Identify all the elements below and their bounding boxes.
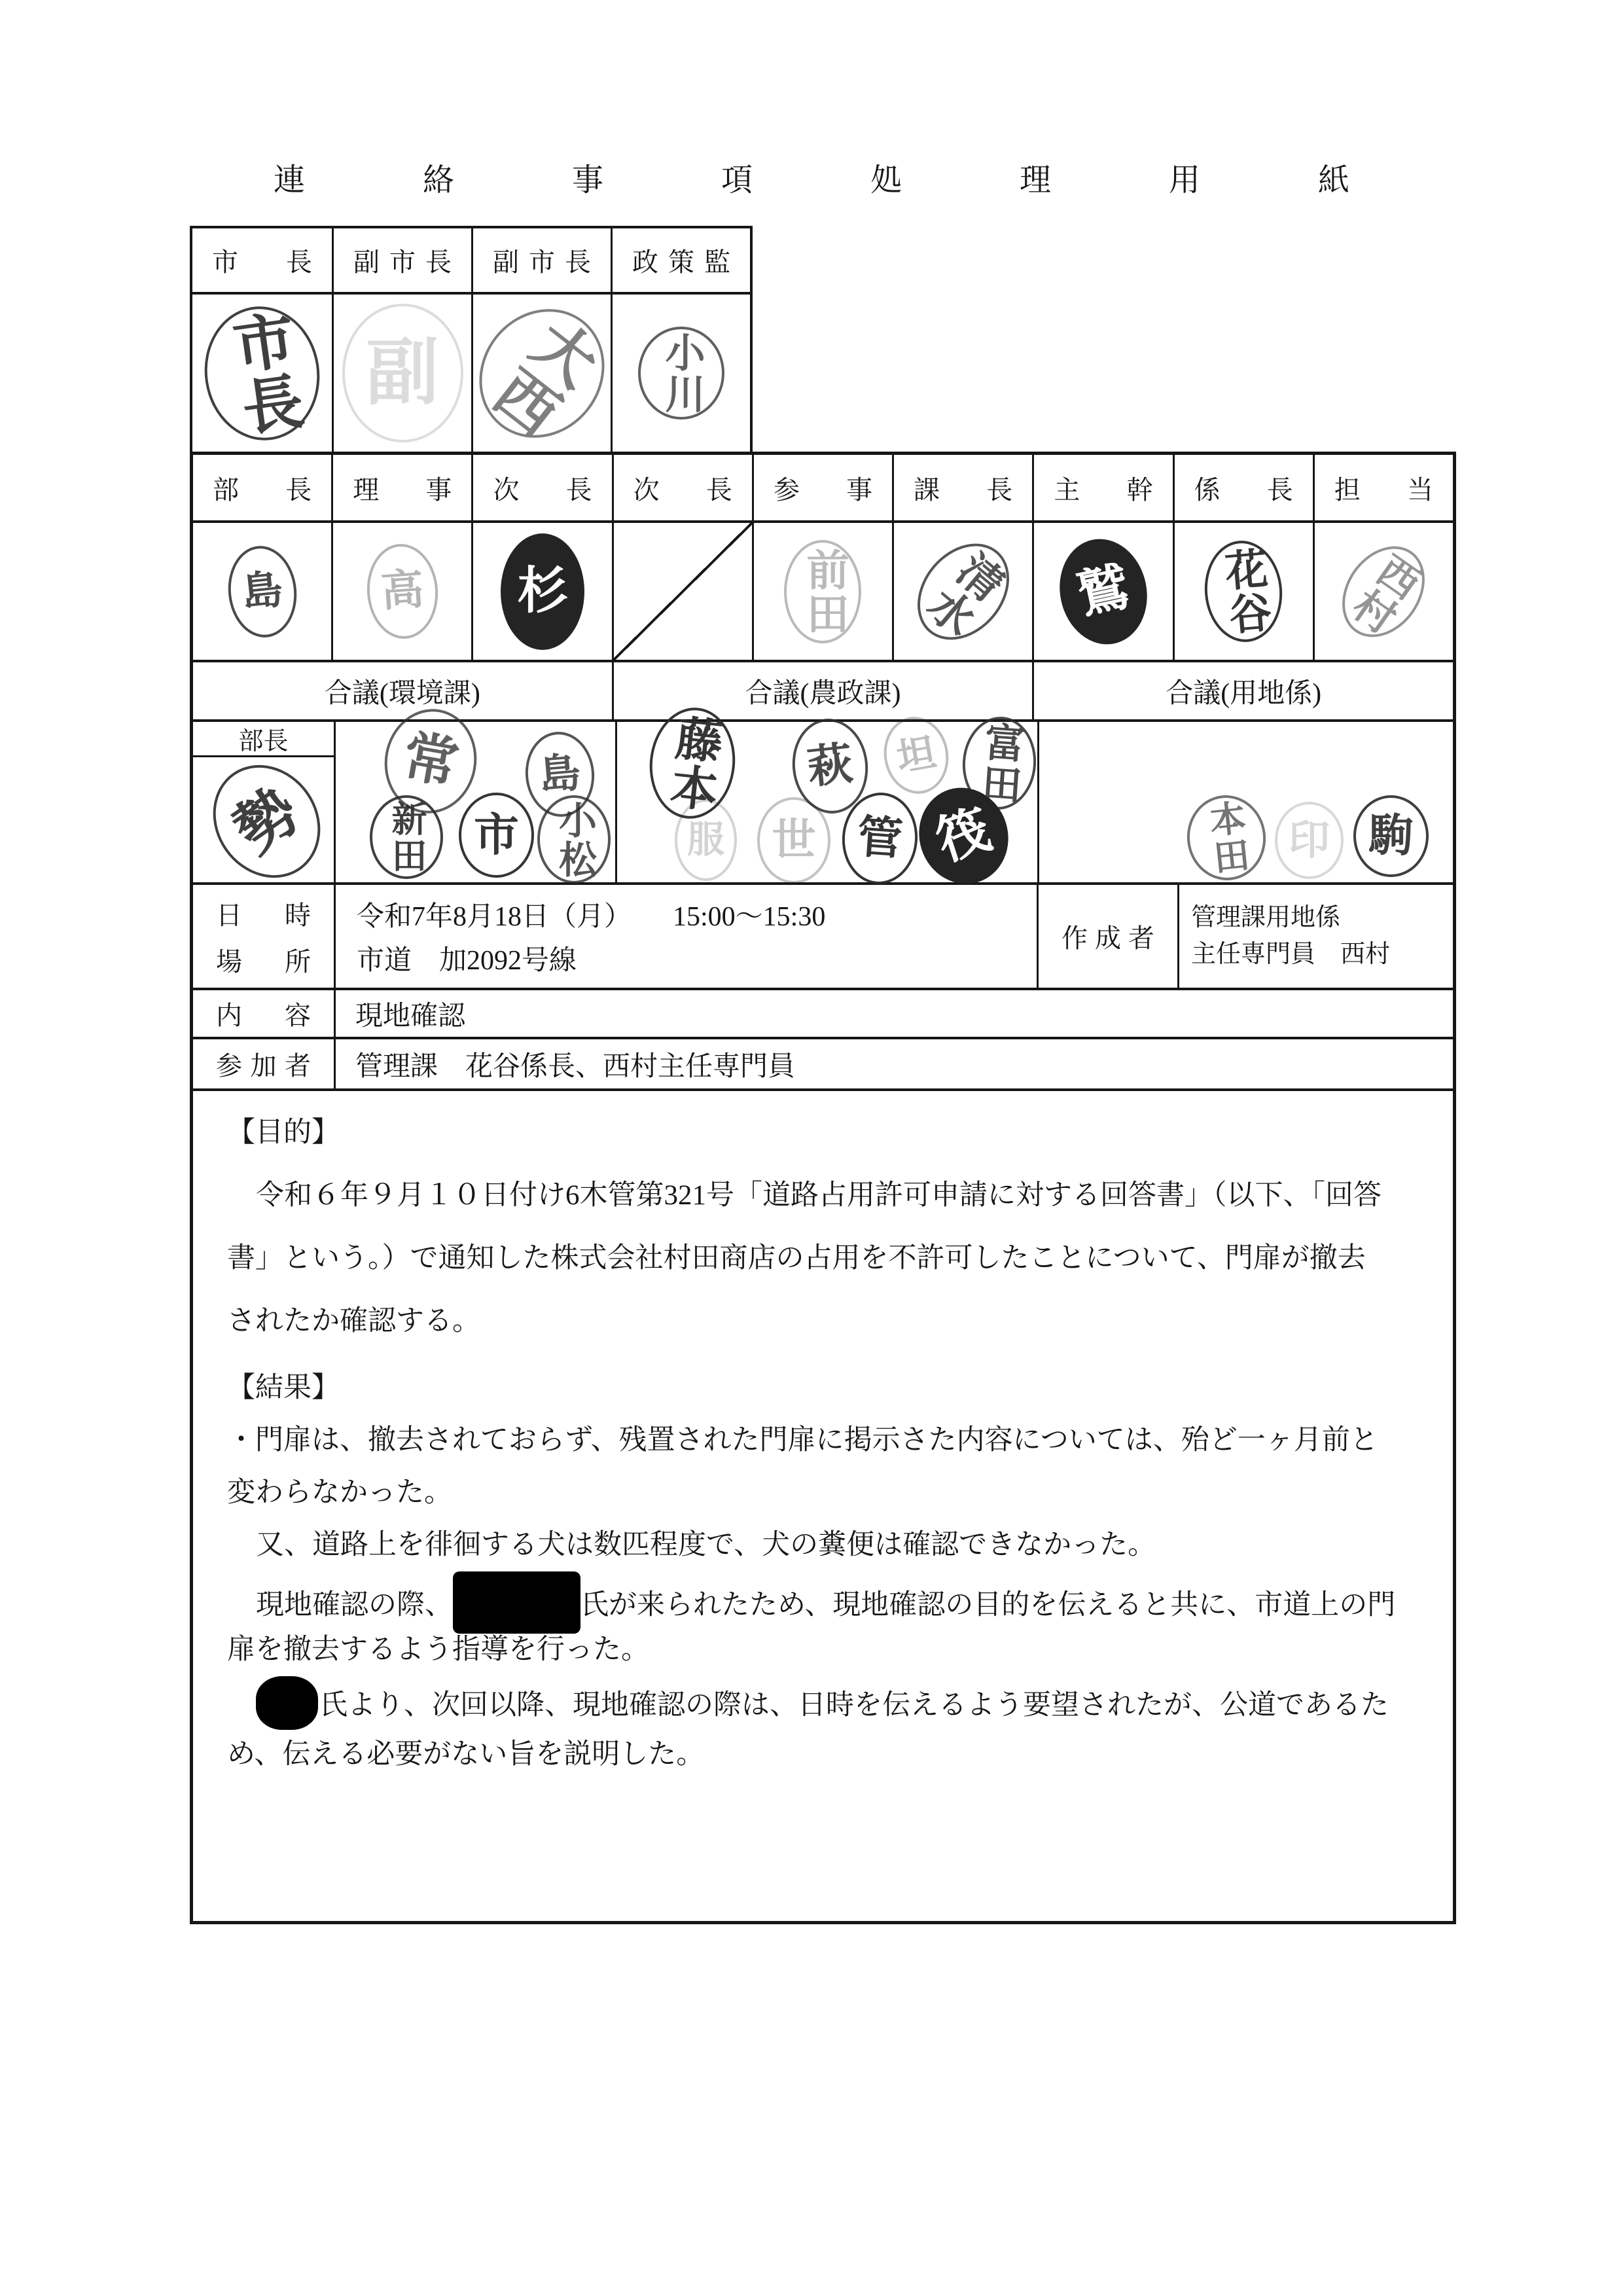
hanko-seal-stamp: 勢 [191,744,342,899]
approval-stamp-cell [331,523,471,660]
approval-stamp-cell [193,523,331,660]
approval-header-cell [612,455,752,520]
approval-header-cell [192,228,332,295]
approval-header-label: 次長 [493,475,592,505]
council-yochi-stamp-area [1037,722,1453,882]
hanko-seal-stamp: 坦 [878,711,954,798]
approval-stamp-cell [332,295,471,452]
council-header-row [193,660,1453,719]
hanko-seal-stamp: 小松 [537,795,611,884]
diagonal-strike-line [614,523,752,660]
hanko-seal-stamp: 服 [675,799,737,881]
council-nosei-stamp-area [615,712,1037,882]
hanko-seal-stamp: 本田 [1183,791,1270,884]
council-bucho-stamp-cell [193,757,334,882]
result-line-text: 氏が来られたため、現地確認の目的を伝えると共に、市道上の門 [580,1590,1396,1621]
hanko-seal-stamp: 常 [376,702,485,821]
content-label: 内容 [216,1001,311,1030]
body-text-cell [193,1091,1453,1921]
result-heading: 【結果】 [227,1372,340,1403]
participants-value: 管理課 花谷係長、西村主任専門員 [355,1051,796,1082]
result-line-redacted [227,1571,1427,1624]
approval-header-label: 市長 [212,247,312,277]
hanko-seal-stamp: 市 [459,793,534,878]
approval-header-cell [752,455,892,520]
hanko-seal-stamp: 藤本 [644,704,740,823]
approval-header-label: 参事 [773,475,873,505]
approval-stamp-cell [1173,523,1313,660]
participants-label-cell [193,1039,334,1088]
hanko-seal-stamp: 副 [342,304,463,442]
result-line: め、伝える必要がない旨を説明した。 [227,1739,705,1770]
participants-value-cell [334,1039,1453,1088]
council-section-title: 合議(用地係) [1166,678,1322,709]
result-line-redacted [227,1676,1427,1729]
hanko-seal-stamp: 市長 [196,298,329,447]
approval-header-label: 係長 [1194,475,1293,505]
datetime-label: 日時 [216,900,311,930]
approval-stamp-cell [471,295,611,452]
datetime-place-row [193,882,1453,988]
approval-header-cell [611,228,750,295]
approval-header-label: 主幹 [1054,475,1153,505]
approval-stamp-cell-skipped [612,523,752,660]
approval-stamp-row [193,520,1453,660]
approval-header-cell [892,455,1032,520]
approval-header-cell [471,455,611,520]
participants-label: 参加者 [216,1051,311,1081]
purpose-section [227,1102,1427,1353]
approval-header-label: 次長 [633,475,732,505]
approval-header-cell [1313,455,1453,520]
page-title: 連 絡 事 項 処 理 用 紙 [273,163,1393,198]
purpose-line: 書」という。）で通知した株式会社村田商店の占用を不許可したことについて、門扉が撤去 [227,1243,1366,1274]
author-section: 管理課用地係 [1191,904,1341,932]
result-line: ・門扉は、撤去されておらず、残置された門扉に掲示さた内容については、殆ど一ヶ月前と [227,1425,1378,1456]
approval-header-label: 理事 [353,475,452,505]
author-value-cell [1177,885,1453,988]
result-line: 又、道路上を徘徊する犬は数匹程度で、犬の糞便は確認できなかった。 [256,1530,1156,1560]
author-label-cell [1037,885,1177,988]
council-section-header [612,662,1033,719]
result-line-text: 現地確認の際、 [256,1590,453,1621]
hanko-seal-stamp: 杉 [501,533,584,650]
hanko-seal-stamp: 新田 [370,795,443,879]
council-kankyo-stamp-area [334,722,615,882]
result-section [227,1362,1427,1781]
hanko-seal-stamp: 島 [522,729,598,820]
approval-stamp-cell [471,523,611,660]
hanko-seal-stamp: 大西 [454,283,630,463]
approval-header-label: 部長 [213,475,312,505]
approval-header-cell [332,228,471,295]
approval-header-label: 担当 [1334,475,1433,505]
content-row [193,988,1453,1037]
hanko-seal-stamp: 高 [364,541,441,641]
approval-header-label: 政策監 [632,247,730,277]
redaction-box [256,1676,318,1730]
hanko-seal-stamp: 印 [1275,802,1344,879]
council-bucho-column [193,722,334,882]
result-line: 扉を撤去するよう指導を行った。 [227,1634,649,1665]
content-label-cell [193,990,334,1037]
hanko-seal-stamp: 前田 [784,540,861,643]
approval-header-label: 副市長 [493,247,591,277]
result-line-text: 氏より、次回以降、現地確認の際は、日時を伝えるよう要望されたが、公道であるた [319,1690,1389,1721]
purpose-line: 令和６年９月１０日付け6木管第321号「道路占用許可申請に対する回答書」（以下、「回答 [256,1180,1382,1211]
place-value: 市道 加2092号線 [357,945,577,976]
participants-row [193,1037,1453,1088]
council-section-title: 合議(農政課) [745,678,901,709]
approval-stamp-cell [1313,523,1453,660]
approval-table-top [190,226,753,452]
approval-stamp-cell [611,295,750,452]
main-form-table [190,452,1456,1924]
approval-header-label: 課長 [914,475,1013,505]
approval-stamp-cell [1032,523,1172,660]
hanko-seal-stamp: 駒 [1353,795,1429,877]
hanko-seal-stamp: 富田 [959,714,1039,812]
council-section-header [1032,662,1453,719]
approval-header-cell [1173,455,1313,520]
hanko-seal-stamp: 鷲 [1050,531,1157,653]
hanko-seal-stamp: 小川 [638,327,724,420]
purpose-line: されたか確認する。 [227,1306,480,1336]
approval-header-cell [193,455,331,520]
approval-header-row [193,455,1453,520]
council-bucho-label: 部長 [193,722,334,757]
author-label: 作成者 [1061,924,1154,953]
datetime-place-label-cell [193,885,334,988]
content-value: 現地確認 [355,1001,466,1031]
author-name: 主任専門員 西村 [1191,940,1391,968]
datetime-place-value-cell [334,885,1037,988]
approval-header-cell [1032,455,1172,520]
result-line: 変わらなかった。 [227,1477,452,1508]
approval-header-cell [471,228,611,295]
approval-header-cell [331,455,471,520]
approval-stamp-cell [892,523,1032,660]
council-section-title: 合議(環境課) [324,678,480,709]
approval-stamp-cell [192,295,332,452]
hanko-seal-stamp: 管 [839,790,920,887]
hanko-seal-stamp: 西村 [1325,530,1442,653]
body-row [193,1088,1453,1921]
hanko-seal-stamp: 清水 [899,525,1028,658]
council-section-header [193,662,612,719]
hanko-seal-stamp: 花谷 [1201,537,1287,645]
approval-stamp-cell [752,523,892,660]
datetime-value: 令和7年8月18日（月） 15:00～15:30 [357,902,826,933]
hanko-seal-stamp: 筏 [906,776,1020,895]
approval-header-label: 副市長 [353,247,452,277]
content-value-cell [334,990,1453,1037]
purpose-heading: 【目的】 [227,1117,340,1148]
hanko-seal-stamp: 島 [224,542,301,640]
place-label: 場所 [216,946,311,977]
hanko-seal-stamp: 萩 [788,715,873,817]
hanko-seal-stamp: 世 [757,797,830,884]
council-stamp-row [193,712,1453,882]
